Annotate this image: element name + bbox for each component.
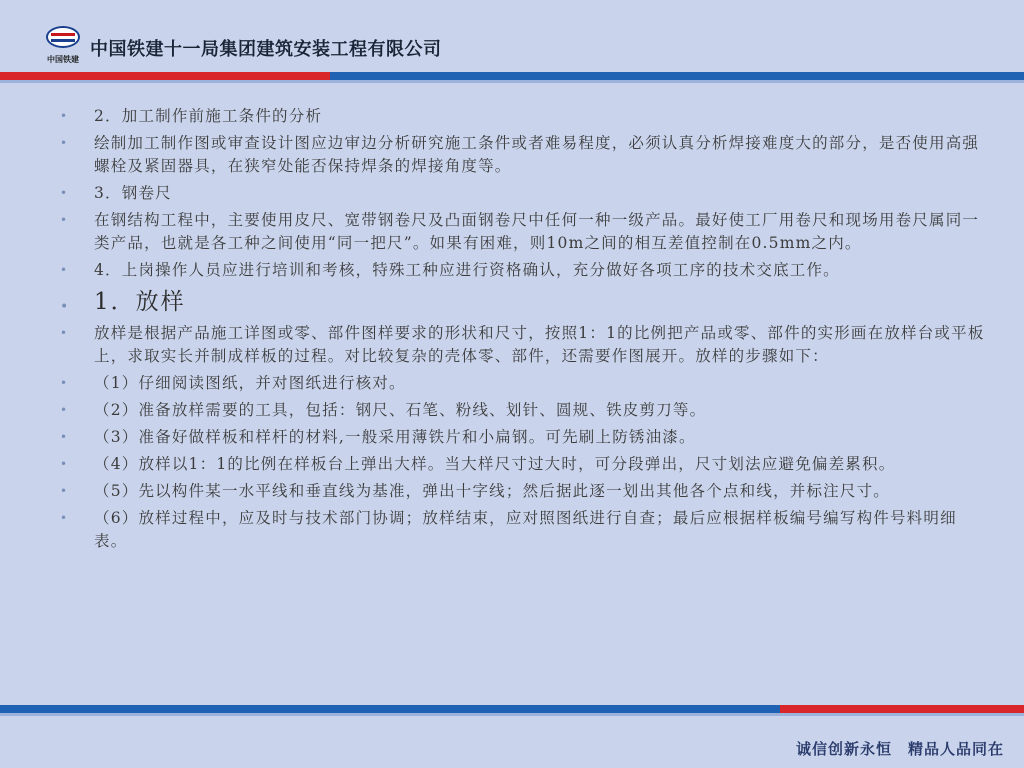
crcc-logo-icon <box>46 26 80 48</box>
bullet-dot-icon: • <box>60 403 69 417</box>
header-band-red <box>0 72 330 80</box>
bullet-dot-icon: • <box>60 326 69 340</box>
list-item: • （4）放样以1：1的比例在样板台上弹出大样。当大样尺寸过大时，可分段弹出，尺寸划法应避免偏差累积。 <box>60 453 990 476</box>
bullet-dot-icon: • <box>60 457 69 471</box>
list-item: • （1）仔细阅读图纸，并对图纸进行核对。 <box>60 372 990 395</box>
list-item: • 3．钢卷尺 <box>60 182 990 205</box>
header-band-blue <box>330 72 1024 80</box>
bullet-dot-icon: • <box>60 186 69 200</box>
company-logo <box>40 26 86 72</box>
logo-caption: 中国铁建 <box>47 55 79 64</box>
slide-body <box>60 105 990 553</box>
footer-band-blue <box>0 705 780 713</box>
list-item: • 在钢结构工程中，主要使用皮尺、宽带钢卷尺及凸面钢卷尺中任何一种一级产品。最好使工厂用卷尺和现场用卷尺属同一类产品，也就是各工种之间使用“同一把尺”。如果有困难，则10m之间的相互差值控制在0.5mm之内。 <box>60 211 980 252</box>
list-item: • （5）先以构件某一水平线和垂直线为基准，弹出十字线；然后据此逐一划出其他各个点和线，并标注尺寸。 <box>60 480 990 503</box>
footer-slogan: 诚信创新永恒 精品人品同在 <box>795 740 1004 758</box>
bullet-dot-icon: • <box>60 299 71 315</box>
list-item: • 2．加工制作前施工条件的分析 <box>60 105 990 128</box>
bullet-dot-icon: • <box>60 263 69 277</box>
list-item: • 绘制加工制作图或审查设计图应边审边分析研究施工条件或者难易程度，必须认真分析焊接难度大的部分，是否使用高强螺栓及紧固器具，在狭窄处能否保持焊条的焊接角度等。 <box>60 134 980 175</box>
bullet-dot-icon: • <box>60 376 69 390</box>
bullet-dot-icon: • <box>60 136 69 150</box>
bullet-dot-icon: • <box>60 430 69 444</box>
footer-band-shadow <box>0 713 1024 716</box>
list-item: • （3）准备好做样板和样杆的材料,一般采用薄铁片和小扁钢。可先刷上防锈油漆。 <box>60 426 990 449</box>
header-band-shadow <box>0 80 1024 83</box>
list-item: • 4．上岗操作人员应进行培训和考核，特殊工种应进行资格确认，充分做好各项工序的技术交底工作。 <box>60 259 990 282</box>
bullet-dot-icon: • <box>60 511 69 525</box>
company-name: 中国铁建十一局集团建筑安装工程有限公司 <box>90 39 442 60</box>
bullet-dot-icon: • <box>60 109 69 123</box>
list-item: • （2）准备放样需要的工具，包括：钢尺、石笔、粉线、划针、圆规、铁皮剪刀等。 <box>60 399 990 422</box>
list-item: • （6）放样过程中，应及时与技术部门协调；放样结束，应对照图纸进行自查；最后应根据样板编号编写构件号料明细表。 <box>60 509 957 550</box>
bullet-dot-icon: • <box>60 213 69 227</box>
footer-band-red <box>780 705 1024 713</box>
slide-header <box>0 0 1024 76</box>
bullet-dot-icon: • <box>60 484 69 498</box>
section-heading: • 1．放样 <box>60 286 990 318</box>
list-item: • 放样是根据产品施工详图或零、部件图样要求的形状和尺寸，按照1：1的比例把产品或零、部件的实形画在放样台或平板上，求取实长并制成样板的过程。对比较复杂的壳体零、部件，还需要作图展开。放样的步骤如下： <box>60 324 985 365</box>
